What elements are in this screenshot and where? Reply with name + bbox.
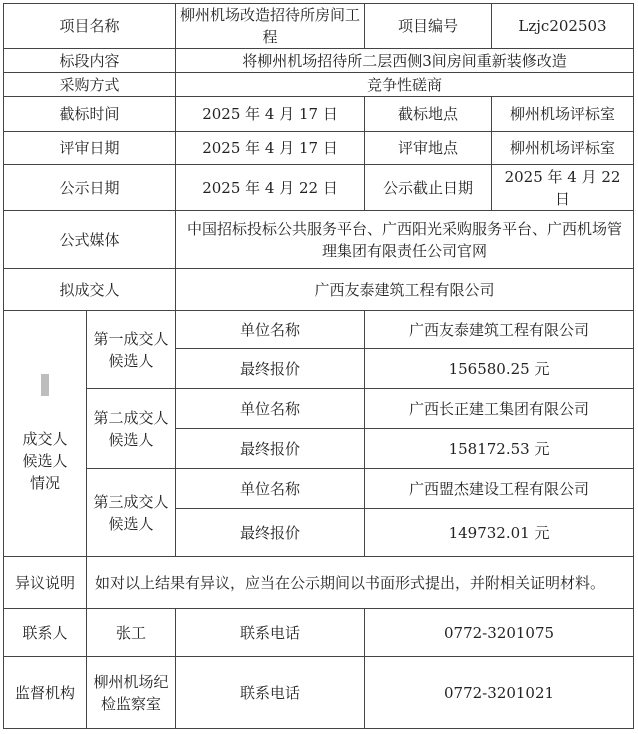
- deadline-place-label: 截标地点: [365, 97, 492, 132]
- candidate-company: 广西长正建工集团有限公司: [365, 389, 634, 429]
- review-value: 2025 年 4 月 17 日: [176, 132, 365, 165]
- candidate-price: 158172.53 元: [365, 429, 634, 469]
- candidate-price: 156580.25 元: [365, 349, 634, 389]
- supervision-phone-label: 联系电话: [176, 657, 365, 729]
- project-name-value: 柳州机场改造招待所房间工程: [176, 4, 365, 49]
- publicity-end-label: 公示截止日期: [365, 165, 492, 211]
- review-place-value: 柳州机场评标室: [492, 132, 634, 165]
- row-proposed: [4, 269, 634, 311]
- procurement-value: 竞争性磋商: [176, 73, 634, 97]
- media-value: 中国招标投标公共服务平台、广西阳光采购服务平台、广西机场管理集团有限责任公司官网: [176, 211, 634, 269]
- deadline-label: 截标时间: [4, 97, 176, 132]
- procurement-label: 采购方式: [4, 73, 176, 97]
- review-place-label: 评审地点: [365, 132, 492, 165]
- candidates-label: 成交人候选人情况: [22, 429, 68, 492]
- candidate-company-label: 单位名称: [176, 311, 365, 349]
- row-deadline: [4, 97, 634, 132]
- section-marker: [8, 374, 82, 402]
- candidate-price-label: 最终报价: [176, 509, 365, 557]
- candidate-company-row: [4, 469, 634, 509]
- contact-name: 张工: [87, 609, 176, 657]
- row-procurement: [4, 73, 634, 97]
- candidate-price: 149732.01 元: [365, 509, 634, 557]
- candidates-label-cell: [4, 311, 87, 557]
- project-number-value: Lzjc202503: [492, 4, 634, 49]
- media-label: 公式媒体: [4, 211, 176, 269]
- contact-label: 联系人: [4, 609, 87, 657]
- candidate-company: 广西友泰建筑工程有限公司: [365, 311, 634, 349]
- candidate-company-row: [4, 389, 634, 429]
- review-label: 评审日期: [4, 132, 176, 165]
- candidate-rank: 第二成交人候选人: [87, 389, 176, 469]
- tender-result-table: [3, 3, 634, 729]
- project-name-label: 项目名称: [4, 4, 176, 49]
- objection-label: 异议说明: [4, 557, 87, 609]
- contact-phone-label: 联系电话: [176, 609, 365, 657]
- proposed-value: 广西友泰建筑工程有限公司: [176, 269, 634, 311]
- row-section: [4, 49, 634, 73]
- publicity-end-value: 2025 年 4 月 22 日: [492, 165, 634, 211]
- candidate-rank: 第一成交人候选人: [87, 311, 176, 389]
- candidate-price-label: 最终报价: [176, 429, 365, 469]
- publicity-value: 2025 年 4 月 22 日: [176, 165, 365, 211]
- section-value: 将柳州机场招待所二层西侧3间房间重新装修改造: [176, 49, 634, 73]
- deadline-place-value: 柳州机场评标室: [492, 97, 634, 132]
- project-number-label: 项目编号: [365, 4, 492, 49]
- supervision-org: 柳州机场纪检监察室: [87, 657, 176, 729]
- row-media: [4, 211, 634, 269]
- row-objection: [4, 557, 634, 609]
- contact-phone: 0772-3201075: [365, 609, 634, 657]
- proposed-label: 拟成交人: [4, 269, 176, 311]
- row-review: [4, 132, 634, 165]
- supervision-phone: 0772-3201021: [365, 657, 634, 729]
- objection-value: 如对以上结果有异议，应当在公示期间以书面形式提出，并附相关证明材料。: [87, 557, 634, 609]
- candidate-rank: 第三成交人候选人: [87, 469, 176, 557]
- row-project: [4, 4, 634, 49]
- deadline-value: 2025 年 4 月 17 日: [176, 97, 365, 132]
- supervision-label: 监督机构: [4, 657, 87, 729]
- candidate-price-label: 最终报价: [176, 349, 365, 389]
- section-label: 标段内容: [4, 49, 176, 73]
- publicity-label: 公示日期: [4, 165, 176, 211]
- candidate-company-label: 单位名称: [176, 389, 365, 429]
- candidate-company: 广西盟杰建设工程有限公司: [365, 469, 634, 509]
- row-publicity: [4, 165, 634, 211]
- candidate-company-row: [4, 311, 634, 349]
- candidate-company-label: 单位名称: [176, 469, 365, 509]
- row-supervision: [4, 657, 634, 729]
- row-contact: [4, 609, 634, 657]
